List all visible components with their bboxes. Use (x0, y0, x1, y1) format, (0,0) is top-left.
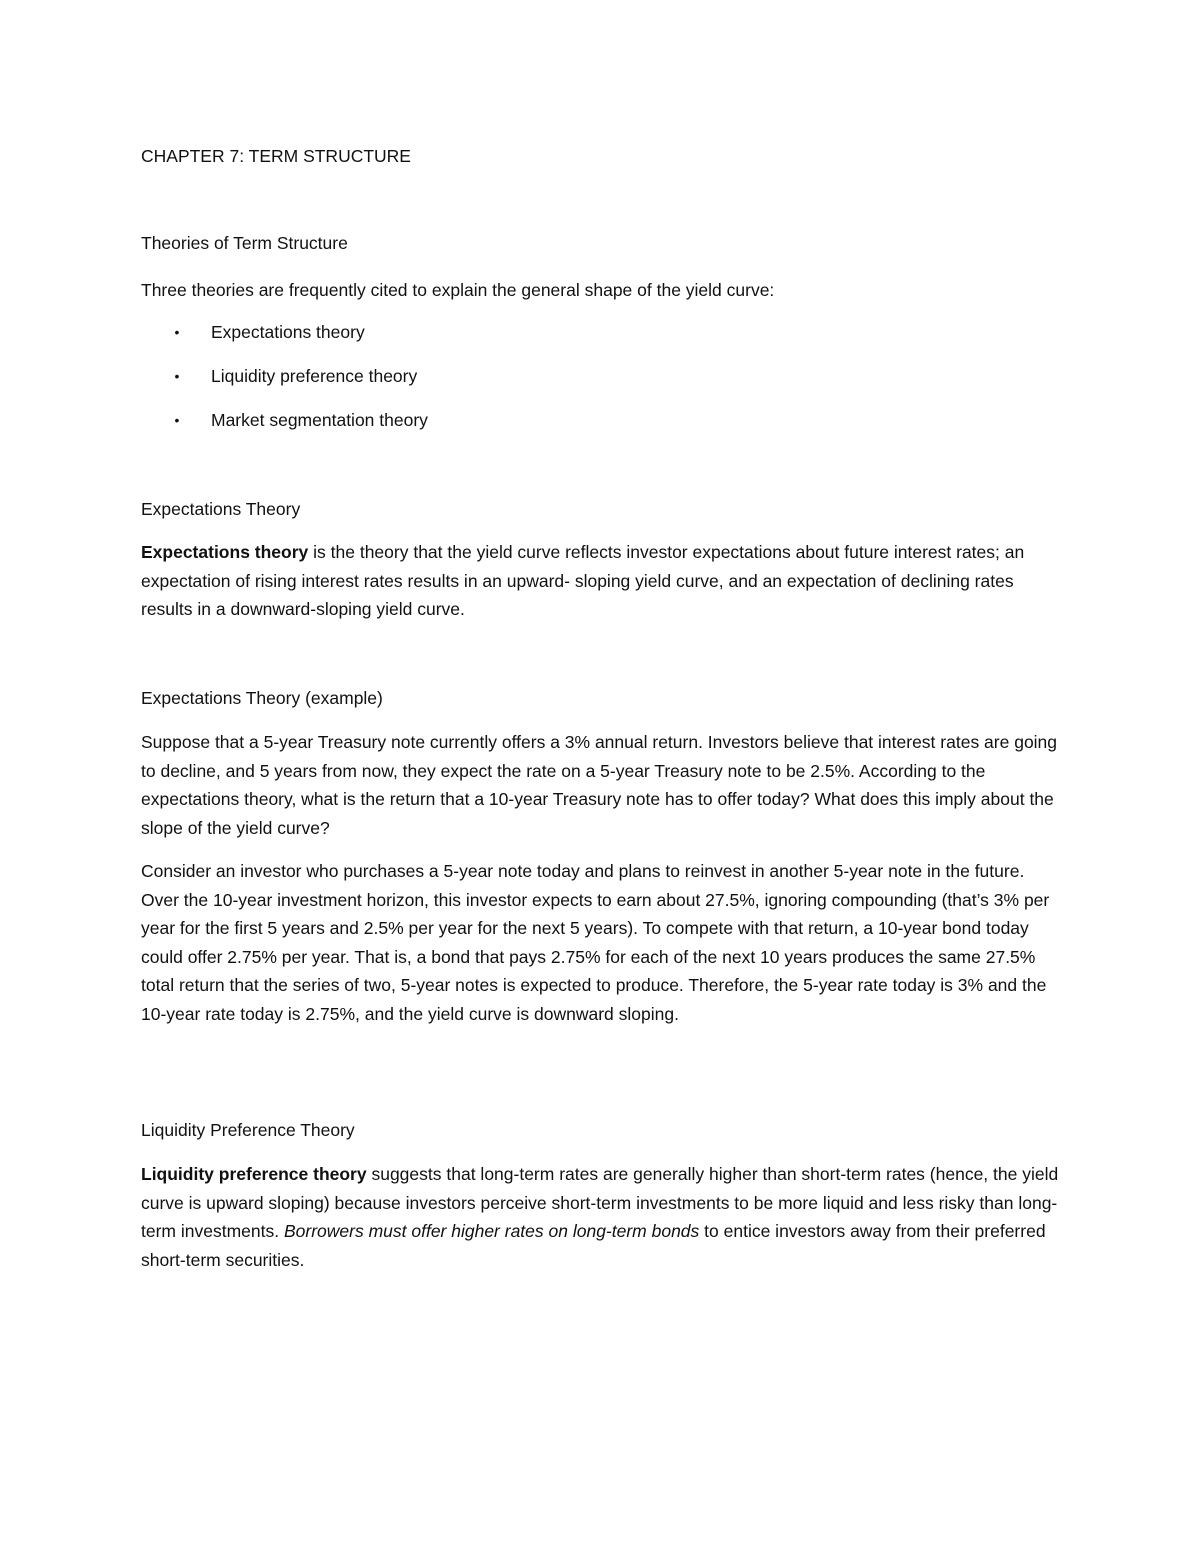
theories-intro: Three theories are frequently cited to explain the general shape of the yield curve: (141, 280, 775, 300)
section-heading-theories: Theories of Term Structure (141, 233, 348, 253)
chapter-title: CHAPTER 7: TERM STRUCTURE (141, 146, 411, 166)
list-item (172, 366, 428, 410)
section-heading-expectations: Expectations Theory (141, 499, 301, 519)
expectations-term: Expectations theory (141, 542, 309, 562)
expectations-paragraph (141, 538, 1061, 624)
liquidity-tail: to entice investors away from their preferred short-term securities. (141, 1221, 1046, 1270)
list-item-text: Market segmentation theory (211, 410, 428, 430)
list-item (172, 410, 428, 454)
liquidity-italic: Borrowers must offer higher rates on long-term bonds (283, 1221, 700, 1241)
list-item (172, 322, 428, 366)
liquidity-body: suggests that long-term rates are generally higher than short-term rates (hence, the yield curve is upward sloping) because investors perceive short-term investments to be more liquid and less risky than long-term investments. (141, 1164, 1059, 1241)
bullet-icon: • (174, 412, 180, 428)
example-answer: Consider an investor who purchases a 5-year note today and plans to reinvest in another 5-year note in the future. Over the 10-year investment horizon, this investor expects to earn about 27.5%, ignoring compounding (that’s 3% per year for the first 5 years and 2.5% per year for the next 5 years). To compete with that return, a 10-year bond today could offer 2.75% per year. That is, a bond that pays 2.75% for each of the next 10 years produces the same 27.5% total return that the series of two, 5-year notes is expected to produce. Therefore, the 5-year rate today is 3% and the 10-year rate today is 2.75%, and the yield curve is downward sloping. (141, 861, 1050, 1024)
example-question: Suppose that a 5-year Treasury note currently offers a 3% annual return. Investors believe that interest rates are going to decline, and 5 years from now, they expect the rate on a 5-year Treasury note to be 2.5%. According to the expectations theory, what is the return that a 10-year Treasury note has to offer today? What does this imply about the slope of the yield curve? (141, 732, 1058, 838)
expectations-body: is the theory that the yield curve reflects investor expectations about future interest rates; an expectation of rising interest rates results in an upward- sloping yield curve, and an expectation of declining rates results in a downward-sloping yield curve. (141, 542, 1025, 619)
bullet-icon: • (174, 324, 180, 340)
theories-list (172, 322, 428, 454)
list-item-text: Expectations theory (211, 322, 365, 342)
liquidity-paragraph (141, 1160, 1061, 1274)
liquidity-term: Liquidity preference theory (141, 1164, 367, 1184)
list-item-text: Liquidity preference theory (211, 366, 418, 386)
bullet-icon: • (174, 368, 180, 384)
section-heading-example: Expectations Theory (example) (141, 688, 383, 708)
section-heading-liquidity: Liquidity Preference Theory (141, 1120, 355, 1140)
